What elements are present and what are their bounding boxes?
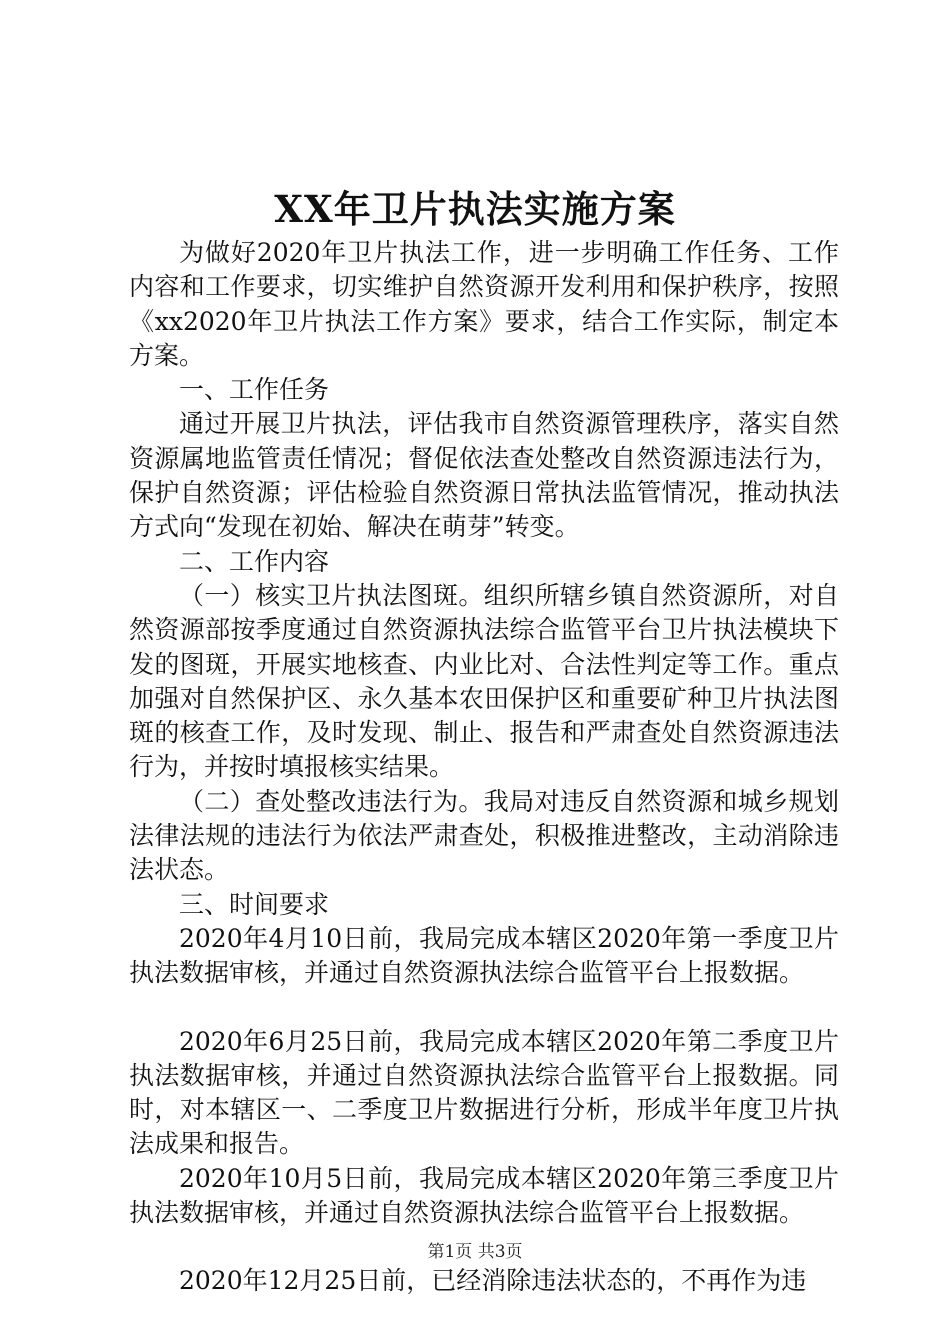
schedule-q3-paragraph: 2020年10月5日前，我局完成本辖区2020年第三季度卫片执法数据审核，并通过自然资源执法综合监管平台上报数据。 [129,1163,839,1228]
schedule-q1-paragraph: 2020年4月10日前，我局完成本辖区2020年第一季度卫片执法数据审核，并通过自然资源执法综合监管平台上报数据。 [129,923,839,988]
content-item-2-paragraph: （二）查处整改违法行为。我局对违反自然资源和城乡规划法律法规的违法行为依法严肃查处，积极推进整改，主动消除违法状态。 [129,786,839,885]
page-number-footer: 第1页 共3页 [427,1242,523,1262]
section-heading-schedule: 三、时间要求 [179,889,330,919]
tasks-paragraph: 通过开展卫片执法，评估我市自然资源管理秩序，落实自然资源属地监管责任情况；督促依法查处整改自然资源违法行为，保护自然资源；评估检验自然资源日常执法监管情况，推动执法方式向“发现在初始、解决在萌芽”转变。 [129,409,839,542]
section-heading-tasks: 一、工作任务 [179,375,330,405]
schedule-q2-paragraph: 2020年6月25日前，我局完成本辖区2020年第二季度卫片执法数据审核，并通过自然资源执法综合监管平台上报数据。同时，对本辖区一、二季度卫片数据进行分析，形成半年度卫片执法成果和报告。 [129,1026,839,1159]
document-title: XX年卫片执法实施方案 [274,187,676,231]
schedule-year-end-paragraph: 2020年12月25日前，已经消除违法状态的，不再作为违 [179,1266,807,1296]
content-item-1-paragraph: （一）核实卫片执法图斑。组织所辖乡镇自然资源所，对自然资源部按季度通过自然资源执法综合监管平台卫片执法模块下发的图斑，开展实地核查、内业比对、合法性判定等工作。重点加强对自然保护区、永久基本农田保护区和重要矿种卫片执法图斑的核查工作，及时发现、制止、报告和严肃查处自然资源违法行为，并按时填报核实结果。 [129,580,839,782]
intro-paragraph: 为做好2020年卫片执法工作，进一步明确工作任务、工作内容和工作要求，切实维护自然资源开发利用和保护秩序，按照《xx2020年卫片执法工作方案》要求，结合工作实际，制定本方案。 [129,238,839,370]
section-heading-content: 二、工作内容 [179,546,330,576]
document-body [129,236,839,1299]
